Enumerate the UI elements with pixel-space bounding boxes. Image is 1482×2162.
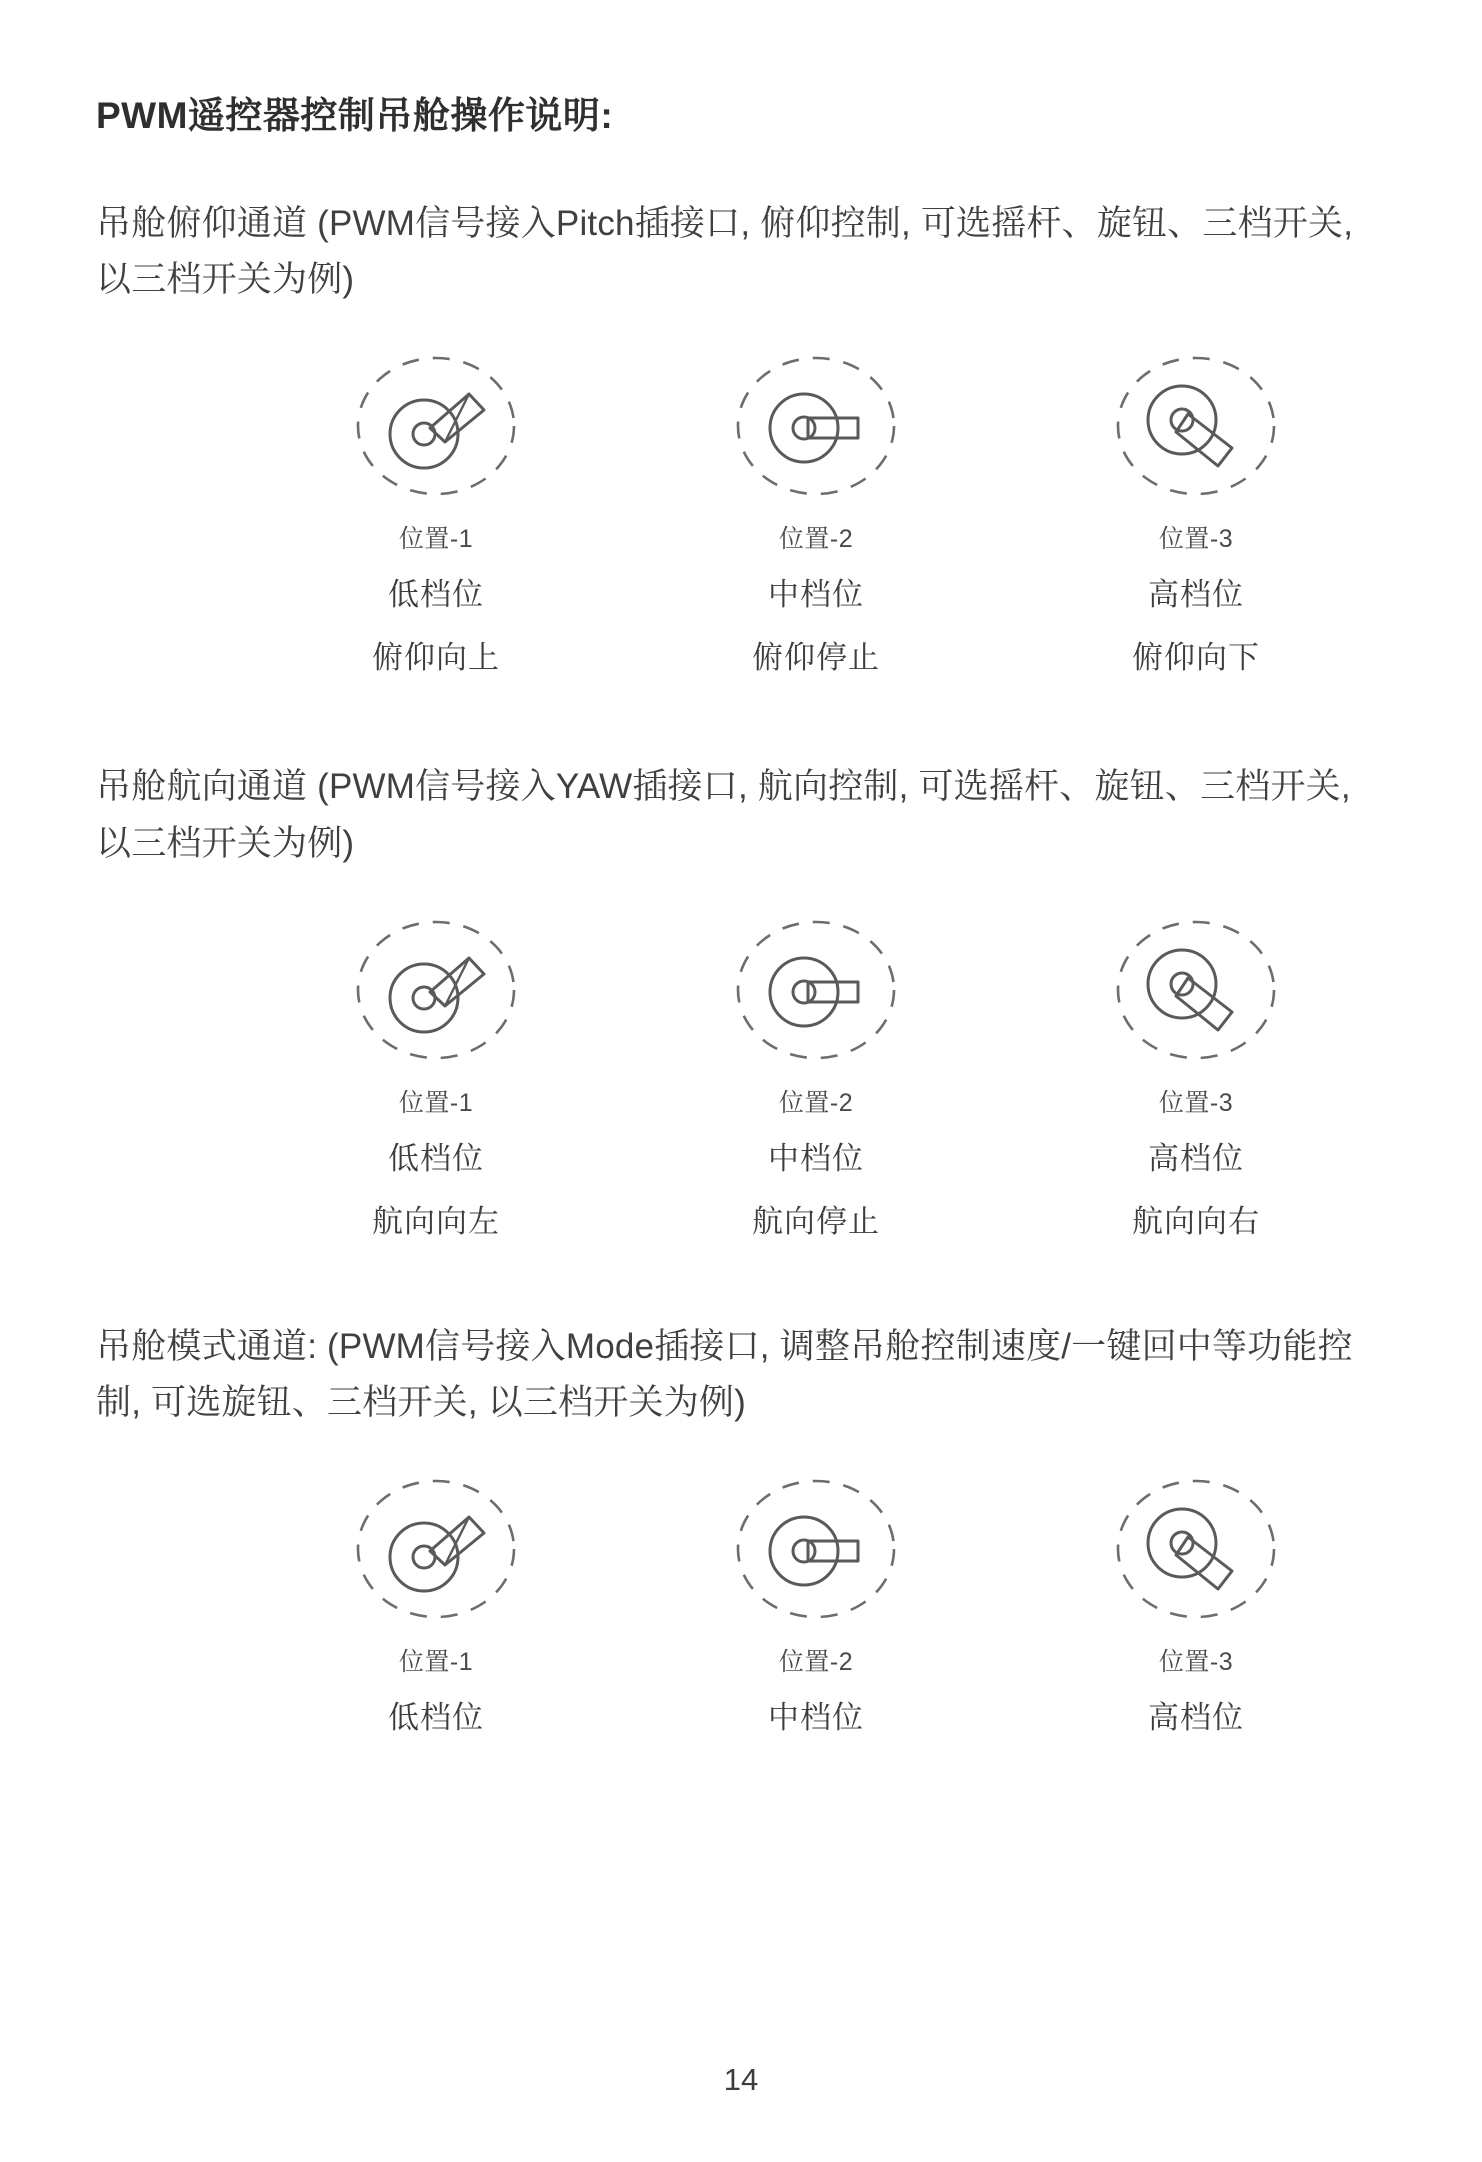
section-yaw-description: 吊舱航向通道 (PWM信号接入YAW插接口, 航向控制, 可选摇杆、旋钮、三档开关, 以三档开关为例) [96, 767, 1351, 863]
section-mode-description: 吊舱模式通道: (PWM信号接入Mode插接口, 调整吊舱控制速度/一键回中等功能控制, 可选旋钮、三档开关, 以三档开关为例) [96, 1326, 1353, 1423]
switch-item-yaw-3 [1006, 908, 1386, 1241]
switch-item-pitch-2 [626, 344, 1006, 677]
switch-gear-label: 低档位 [388, 1699, 484, 1735]
page-title: PWM遥控器控制吊舱操作说明: [96, 95, 614, 136]
switch-action-label: 航向停止 [752, 1203, 880, 1239]
switch-gear-label: 低档位 [388, 577, 484, 613]
switch-gear-label: 高档位 [1148, 1699, 1244, 1735]
switch-row-yaw [96, 908, 1386, 1241]
switch-position-label: 位置-1 [398, 1647, 474, 1676]
switch-action-label: 俯仰停止 [752, 640, 880, 676]
switch-gear-label: 高档位 [1148, 1140, 1244, 1176]
page-number: 14 [723, 2062, 759, 2097]
switch-gear-label: 中档位 [768, 1140, 864, 1176]
switch-position-label: 位置-1 [398, 525, 474, 554]
three-position-switch-low-icon [336, 1467, 536, 1632]
three-position-switch-mid-icon [716, 908, 916, 1073]
three-position-switch-low-icon [336, 344, 536, 509]
switch-gear-label: 中档位 [768, 1699, 864, 1735]
three-position-switch-low-icon [336, 908, 536, 1073]
three-position-switch-high-icon [1096, 908, 1296, 1073]
switch-action-label: 航向向左 [372, 1203, 500, 1239]
section-pitch-description: 吊舱俯仰通道 (PWM信号接入Pitch插接口, 俯仰控制, 可选摇杆、旋钮、三档开关, 以三档开关为例) [96, 203, 1354, 300]
switch-action-label: 俯仰向上 [372, 640, 500, 676]
switch-action-label: 航向向右 [1132, 1203, 1260, 1239]
switch-gear-label: 中档位 [768, 577, 864, 613]
switch-item-mode-3 [1006, 1467, 1386, 1737]
section-pitch [96, 196, 1386, 677]
switch-item-pitch-1 [246, 344, 626, 677]
switch-item-pitch-3 [1006, 344, 1386, 677]
switch-gear-label: 高档位 [1148, 577, 1244, 613]
switch-item-yaw-2 [626, 908, 1006, 1241]
switch-position-label: 位置-1 [398, 1088, 474, 1117]
switch-item-yaw-1 [246, 908, 626, 1241]
switch-row-mode [96, 1467, 1386, 1737]
three-position-switch-mid-icon [716, 1467, 916, 1632]
switch-position-label: 位置-3 [1158, 525, 1234, 554]
switch-item-mode-2 [626, 1467, 1006, 1737]
switch-position-label: 位置-3 [1158, 1647, 1234, 1676]
three-position-switch-high-icon [1096, 344, 1296, 509]
switch-action-label: 俯仰向下 [1132, 640, 1260, 676]
three-position-switch-mid-icon [716, 344, 916, 509]
switch-position-label: 位置-2 [778, 1088, 854, 1117]
switch-gear-label: 低档位 [388, 1140, 484, 1176]
switch-position-label: 位置-3 [1158, 1088, 1234, 1117]
switch-position-label: 位置-2 [778, 1647, 854, 1676]
switch-position-label: 位置-2 [778, 525, 854, 554]
section-mode [96, 1319, 1386, 1737]
switch-row-pitch [96, 344, 1386, 677]
section-yaw [96, 759, 1386, 1240]
switch-item-mode-1 [246, 1467, 626, 1737]
three-position-switch-high-icon [1096, 1467, 1296, 1632]
